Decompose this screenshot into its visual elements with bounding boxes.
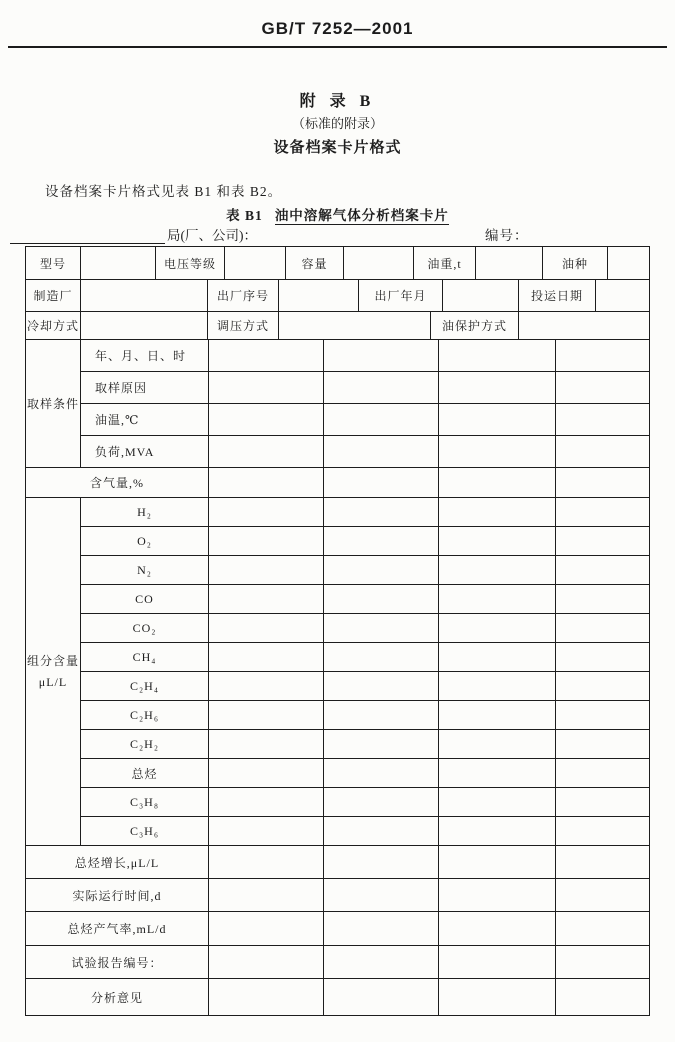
data-cell — [209, 946, 324, 978]
data-cell — [439, 879, 556, 911]
data-cell — [556, 527, 649, 555]
data-cell — [324, 788, 439, 816]
data-cell — [324, 817, 439, 845]
data-cell — [324, 498, 439, 526]
data-cell — [209, 730, 324, 758]
data-cell — [556, 979, 649, 1015]
data-cell — [556, 340, 649, 371]
row-label: 取样原因 — [81, 372, 209, 403]
row-label: 油保护方式 — [431, 312, 519, 339]
data-cell — [81, 280, 208, 311]
row-label: 总烃增长,μL/L — [26, 846, 209, 878]
table-row — [26, 468, 649, 498]
row-label: 油重,t — [414, 247, 476, 279]
data-cell — [209, 672, 324, 700]
appendix-heading: 设备档案卡片格式 — [273, 140, 402, 156]
table-row — [81, 643, 649, 672]
row-label: 试验报告编号： — [26, 946, 209, 978]
data-cell — [439, 846, 556, 878]
doc-number: GB/T 7252—2001 — [261, 19, 414, 38]
row-label: 出厂年月 — [359, 280, 443, 311]
data-cell — [81, 312, 208, 339]
group-label-line2: μL/L — [38, 674, 68, 689]
row-label: 冷却方式 — [26, 312, 81, 339]
group-label — [26, 498, 81, 845]
data-cell — [209, 701, 324, 729]
table-row — [81, 404, 649, 436]
appendix-subtitle: （标准的附录） — [291, 116, 383, 131]
table-b1 — [25, 246, 650, 1016]
row-label: 出厂序号 — [208, 280, 279, 311]
data-cell — [439, 672, 556, 700]
data-cell — [556, 730, 649, 758]
data-cell — [439, 759, 556, 787]
row-label: C₃H₆ — [81, 817, 209, 845]
data-cell — [556, 788, 649, 816]
data-cell — [556, 404, 649, 435]
data-cell — [556, 846, 649, 878]
data-cell — [556, 556, 649, 584]
table-row — [26, 247, 649, 280]
table-row — [81, 759, 649, 788]
data-cell — [209, 846, 324, 878]
sampling-conditions-group — [26, 340, 649, 468]
component-content-group — [26, 498, 649, 846]
data-cell — [556, 372, 649, 403]
data-cell — [439, 436, 556, 467]
data-cell — [324, 436, 439, 467]
org-label: 局(厂、公司)： — [167, 228, 257, 243]
data-cell — [439, 404, 556, 435]
intro-text: 设备档案卡片格式见表 B1 和表 B2。 — [45, 184, 283, 199]
number-label: 编号： — [485, 228, 529, 243]
table-row — [81, 498, 649, 527]
table-row — [26, 280, 649, 312]
table-row — [81, 672, 649, 701]
data-cell — [209, 879, 324, 911]
data-cell — [608, 247, 649, 279]
data-cell — [324, 759, 439, 787]
table-row — [81, 614, 649, 643]
data-cell — [209, 498, 324, 526]
group-label-line1: 组分含量 — [26, 654, 79, 669]
data-cell — [209, 436, 324, 467]
data-cell — [324, 879, 439, 911]
data-cell — [324, 468, 439, 497]
data-cell — [324, 340, 439, 371]
row-label: 电压等级 — [156, 247, 225, 279]
table-row — [81, 585, 649, 614]
table-row — [26, 312, 649, 340]
row-label: 制造厂 — [26, 280, 81, 311]
data-cell — [556, 614, 649, 642]
row-label: 实际运行时间,d — [26, 879, 209, 911]
data-cell — [439, 788, 556, 816]
data-cell — [439, 946, 556, 978]
data-cell — [439, 817, 556, 845]
data-cell — [324, 979, 439, 1015]
row-label: 容量 — [286, 247, 344, 279]
data-cell — [324, 912, 439, 945]
data-cell — [556, 817, 649, 845]
data-cell — [519, 312, 649, 339]
data-cell — [439, 614, 556, 642]
table-row — [81, 788, 649, 817]
row-label: 油种 — [543, 247, 608, 279]
data-cell — [556, 468, 649, 497]
data-cell — [209, 468, 324, 497]
data-cell — [324, 846, 439, 878]
table-row — [81, 527, 649, 556]
data-cell — [439, 643, 556, 671]
table-row — [26, 979, 649, 1015]
data-cell — [279, 312, 431, 339]
data-cell — [209, 614, 324, 642]
data-cell — [324, 527, 439, 555]
row-label: 型号 — [26, 247, 81, 279]
row-label: CO₂ — [81, 614, 209, 642]
data-cell — [556, 759, 649, 787]
row-label: 调压方式 — [208, 312, 279, 339]
table-row — [26, 946, 649, 979]
table-row — [81, 556, 649, 585]
data-cell — [556, 879, 649, 911]
data-cell — [324, 730, 439, 758]
data-cell — [209, 788, 324, 816]
data-cell — [556, 643, 649, 671]
row-label: 投运日期 — [519, 280, 596, 311]
table-row — [81, 372, 649, 404]
data-cell — [209, 404, 324, 435]
data-cell — [209, 979, 324, 1015]
row-label: 总烃产气率,mL/d — [26, 912, 209, 945]
sampling-subrows — [81, 340, 649, 467]
table-row — [26, 846, 649, 879]
data-cell — [209, 372, 324, 403]
data-cell — [476, 247, 543, 279]
data-cell — [556, 701, 649, 729]
row-label: H₂ — [81, 498, 209, 526]
data-cell — [324, 372, 439, 403]
data-cell — [439, 498, 556, 526]
data-cell — [324, 643, 439, 671]
appendix-title: 附 录 B — [299, 93, 376, 110]
data-cell — [324, 701, 439, 729]
data-cell — [556, 912, 649, 945]
data-cell — [324, 672, 439, 700]
table-caption — [0, 204, 675, 224]
data-cell — [439, 585, 556, 613]
header-rule — [8, 46, 667, 48]
row-label: C₃H₈ — [81, 788, 209, 816]
data-cell — [209, 556, 324, 584]
table-row — [81, 701, 649, 730]
component-subrows — [81, 498, 649, 845]
org-line — [10, 224, 257, 244]
row-label: 负荷,MVA — [81, 436, 209, 467]
data-cell — [439, 701, 556, 729]
row-label: C₂H₂ — [81, 730, 209, 758]
group-label: 取样条件 — [26, 340, 81, 467]
data-cell — [439, 372, 556, 403]
data-cell — [324, 556, 439, 584]
data-cell — [324, 585, 439, 613]
data-cell — [439, 340, 556, 371]
data-cell — [81, 247, 156, 279]
data-cell — [279, 280, 359, 311]
data-cell — [225, 247, 286, 279]
table-caption-prefix: 表 B1 — [226, 208, 263, 223]
row-label: 含气量,% — [26, 468, 209, 497]
row-label: 油温,℃ — [81, 404, 209, 435]
data-cell — [439, 912, 556, 945]
data-cell — [439, 979, 556, 1015]
table-row — [81, 340, 649, 372]
table-caption-title: 油中溶解气体分析档案卡片 — [274, 208, 449, 223]
data-cell — [556, 585, 649, 613]
table-row — [81, 817, 649, 845]
data-cell — [439, 556, 556, 584]
row-label: 分析意见 — [26, 979, 209, 1015]
row-label: 总烃 — [81, 759, 209, 787]
row-label: C₂H₄ — [81, 672, 209, 700]
table-row — [81, 730, 649, 759]
data-cell — [209, 585, 324, 613]
data-cell — [209, 912, 324, 945]
row-label: C₂H₆ — [81, 701, 209, 729]
org-blank-underline — [10, 229, 165, 244]
row-label: CO — [81, 585, 209, 613]
data-cell — [209, 643, 324, 671]
data-cell — [324, 404, 439, 435]
data-cell — [209, 817, 324, 845]
table-row — [26, 879, 649, 912]
data-cell — [556, 436, 649, 467]
data-cell — [556, 672, 649, 700]
data-cell — [556, 498, 649, 526]
data-cell — [209, 527, 324, 555]
data-cell — [439, 468, 556, 497]
table-row — [26, 912, 649, 946]
data-cell — [209, 340, 324, 371]
row-label: O₂ — [81, 527, 209, 555]
data-cell — [344, 247, 414, 279]
data-cell — [324, 946, 439, 978]
data-cell — [556, 946, 649, 978]
table-row — [81, 436, 649, 467]
data-cell — [209, 759, 324, 787]
row-label: CH₄ — [81, 643, 209, 671]
data-cell — [439, 527, 556, 555]
data-cell — [596, 280, 649, 311]
data-cell — [324, 614, 439, 642]
data-cell — [439, 730, 556, 758]
row-label: 年、月、日、时 — [81, 340, 209, 371]
data-cell — [443, 280, 519, 311]
row-label: N₂ — [81, 556, 209, 584]
